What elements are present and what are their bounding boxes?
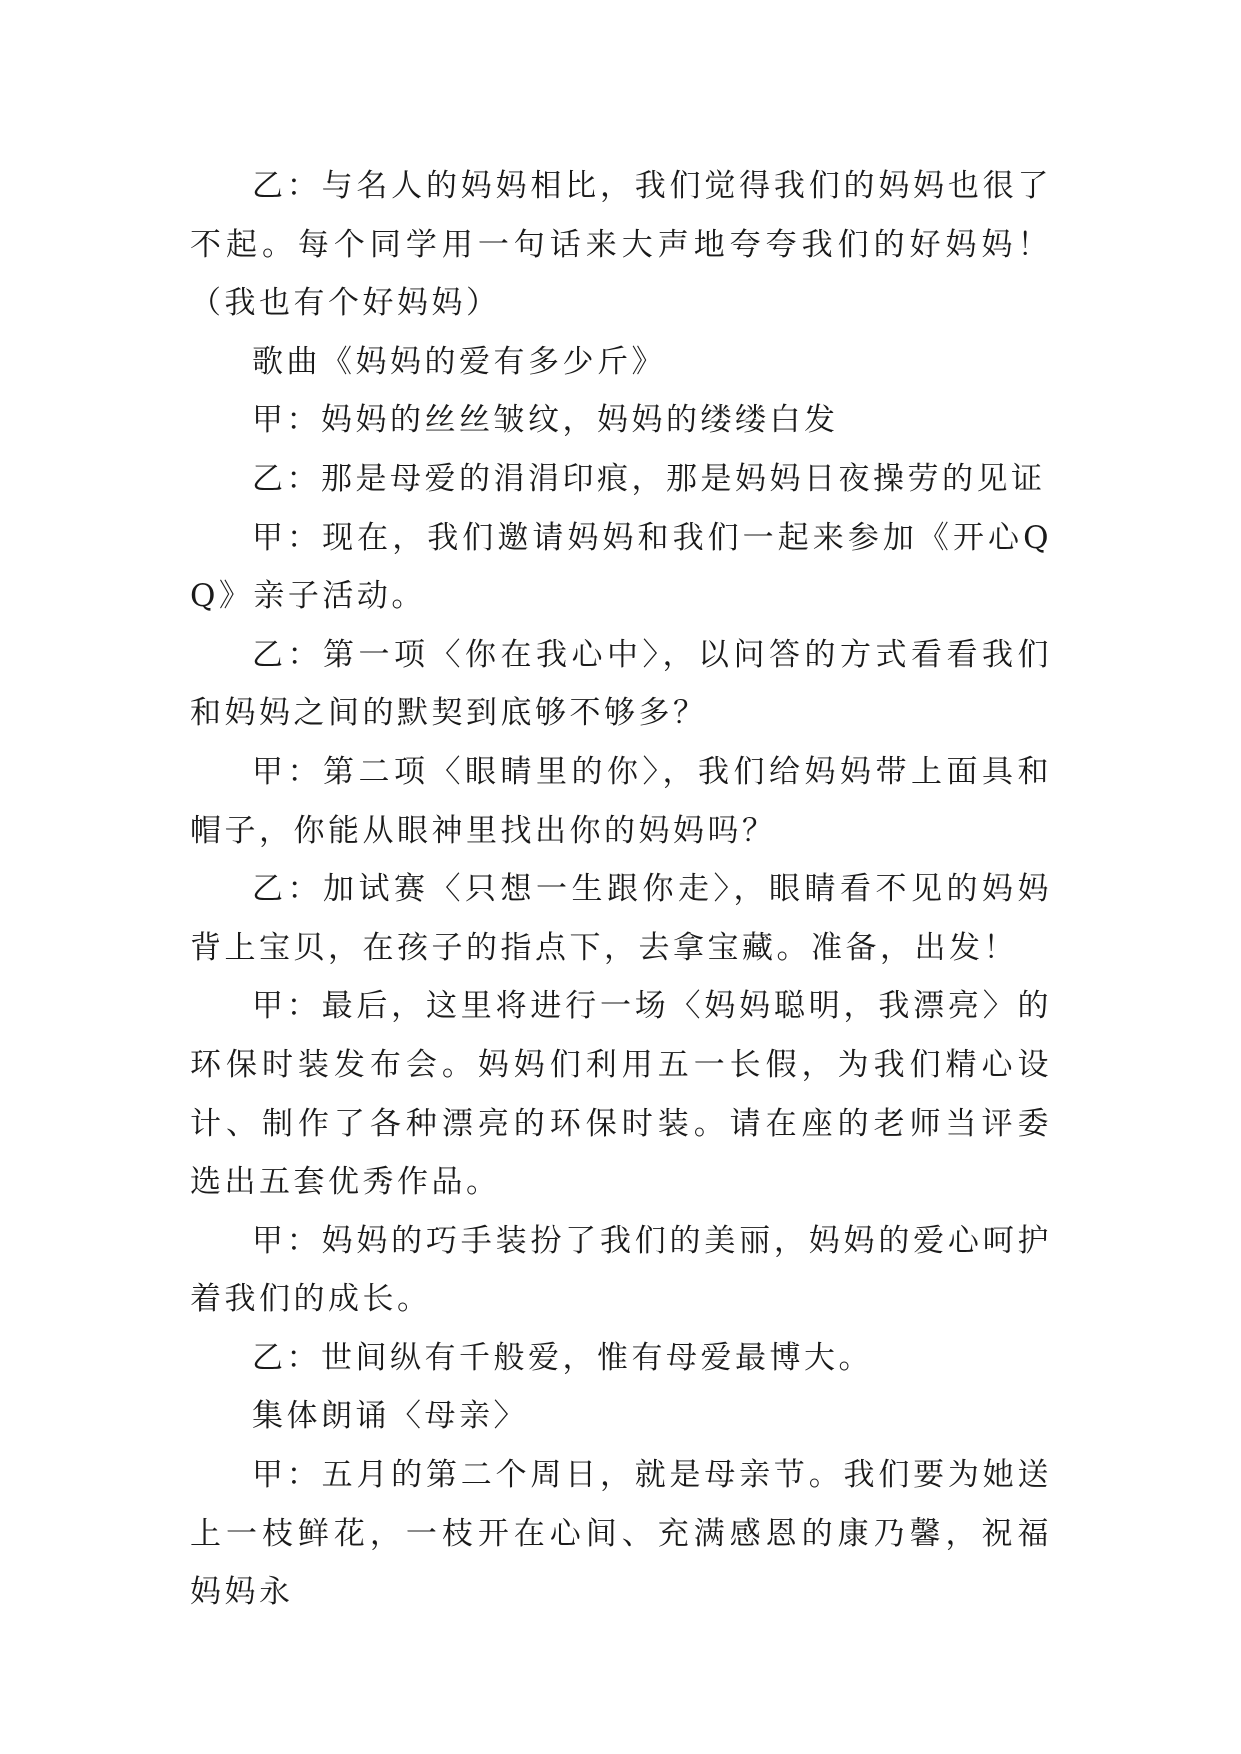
paragraph: 甲：现在，我们邀请妈妈和我们一起来参加《开心QQ》亲子活动。	[190, 519, 1052, 615]
paragraph: 乙：第一项〈你在我心中〉，以问答的方式看看我们和妈妈之间的默契到底够不够多？	[190, 636, 1052, 732]
paragraph: 乙：那是母爱的涓涓印痕，那是妈妈日夜操劳的见证	[252, 460, 1046, 497]
paragraph: 歌曲《妈妈的爱有多少斤》	[252, 343, 666, 380]
paragraph: 甲：五月的第二个周日，就是母亲节。我们要为她送上一枝鲜花，一枝开在心间、充满感恩的康乃馨，祝福妈妈永	[190, 1457, 1052, 1611]
paragraph: 甲：妈妈的丝丝皱纹，妈妈的缕缕白发	[252, 402, 839, 439]
document-body	[190, 157, 1052, 1622]
paragraph: 乙：与名人的妈妈相比，我们觉得我们的妈妈也很了不起。每个同学用一句话来大声地夸夸我们的好妈妈！（我也有个好妈妈）	[190, 168, 1052, 322]
paragraph: 乙：世间纵有千般爱，惟有母爱最博大。	[252, 1339, 873, 1376]
paragraph: 乙：加试赛〈只想一生跟你走〉，眼睛看不见的妈妈背上宝贝，在孩子的指点下，去拿宝藏。准备，出发！	[190, 871, 1052, 966]
paragraph: 集体朗诵〈母亲〉	[252, 1398, 528, 1435]
paragraph: 甲：第二项〈眼睛里的你〉，我们给妈妈带上面具和帽子，你能从眼神里找出你的妈妈吗？	[190, 753, 1052, 849]
paragraph: 甲：妈妈的巧手装扮了我们的美丽，妈妈的爱心呵护着我们的成长。	[190, 1222, 1052, 1318]
paragraph: 甲：最后，这里将进行一场〈妈妈聪明，我漂亮〉的环保时装发布会。妈妈们利用五一长假，为我们精心设计、制作了各种漂亮的环保时装。请在座的老师当评委选出五套优秀作品。	[190, 988, 1052, 1201]
